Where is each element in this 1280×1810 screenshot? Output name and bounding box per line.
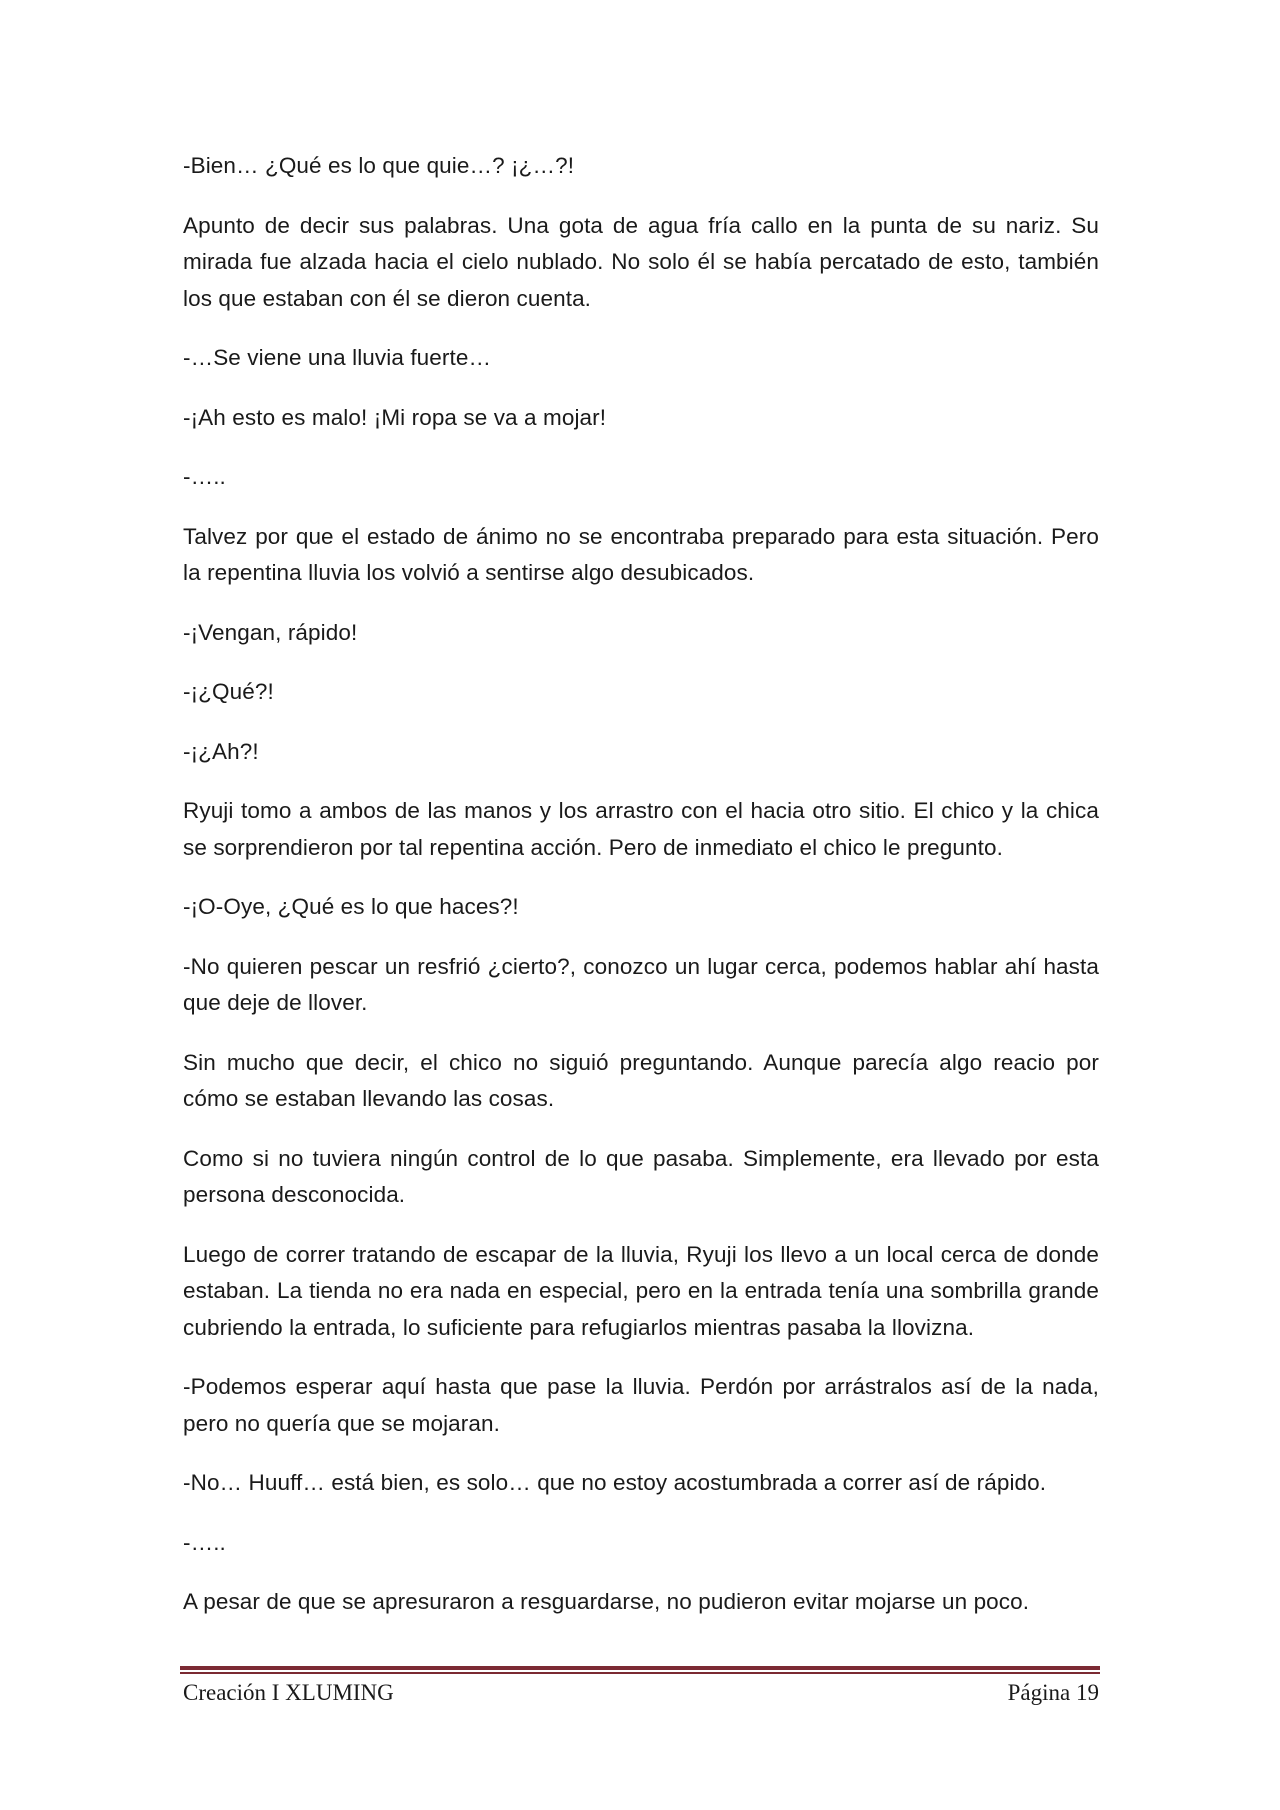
paragraph: -Bien… ¿Qué es lo que quie…? ¡¿…?!	[183, 153, 575, 178]
paragraph: -¡¿Ah?!	[183, 738, 259, 764]
paragraph: Como si no tuviera ningún control de lo que pasaba. Simplemente, era llevado por esta persona desconocida.	[183, 1145, 1099, 1207]
page-number: Página 19	[1007, 1680, 1099, 1705]
page-body	[183, 148, 1099, 1644]
paragraph: Ryuji tomo a ambos de las manos y los arrastro con el hacia otro sitio. El chico y la chica se sorprendieron por tal repentina acción. Pero de inmediato el chico le pregunto.	[183, 798, 1099, 860]
footer-divider	[180, 1666, 1100, 1674]
footer-divider-thin	[180, 1672, 1100, 1674]
paragraph: Luego de correr tratando de escapar de la lluvia, Ryuji los llevo a un local cerca de donde estaban. La tienda no era nada en especial, pero en la entrada tenía una sombrilla grande cubriendo la entrada, lo suficiente para refugiarlos mientras pasaba la llovizna.	[183, 1241, 1099, 1340]
paragraph: -…..	[183, 464, 226, 489]
paragraph: -…Se viene una lluvia fuerte…	[183, 345, 492, 370]
paragraph: -¡Vengan, rápido!	[183, 619, 358, 645]
paragraph: Apunto de decir sus palabras. Una gota de agua fría callo en la punta de su nariz. Su mirada fue alzada hacia el cielo nublado. No solo él se había percatado de esto, también los que estaban con él se dieron cuenta.	[183, 212, 1099, 311]
paragraph: -No quieren pescar un resfrió ¿cierto?, conozco un lugar cerca, podemos hablar ahí hasta que deje de llover.	[183, 953, 1099, 1015]
paragraph: Talvez por que el estado de ánimo no se encontraba preparado para esta situación. Pero la repentina lluvia los volvió a sentirse algo desubicados.	[183, 523, 1099, 585]
paragraph: Sin mucho que decir, el chico no siguió preguntando. Aunque parecía algo reacio por cómo se estaban llevando las cosas.	[183, 1049, 1099, 1111]
paragraph: -¡¿Qué?!	[183, 679, 274, 704]
paragraph: -¡Ah esto es malo! ¡Mi ropa se va a mojar!	[183, 404, 607, 430]
paragraph: A pesar de que se apresuraron a resguardarse, no pudieron evitar mojarse un poco.	[183, 1589, 1030, 1614]
paragraph: -…..	[183, 1529, 226, 1555]
footer-divider-thick	[180, 1666, 1100, 1670]
page-footer	[183, 1680, 1099, 1710]
paragraph: -¡O-Oye, ¿Qué es lo que haces?!	[183, 894, 519, 919]
footer-author: Creación I XLUMING	[183, 1680, 394, 1705]
paragraph: -Podemos esperar aquí hasta que pase la lluvia. Perdón por arrástralos así de la nada, pero no quería que se mojaran.	[183, 1374, 1099, 1436]
paragraph: -No… Huuff… está bien, es solo… que no estoy acostumbrada a correr así de rápido.	[183, 1470, 1047, 1495]
